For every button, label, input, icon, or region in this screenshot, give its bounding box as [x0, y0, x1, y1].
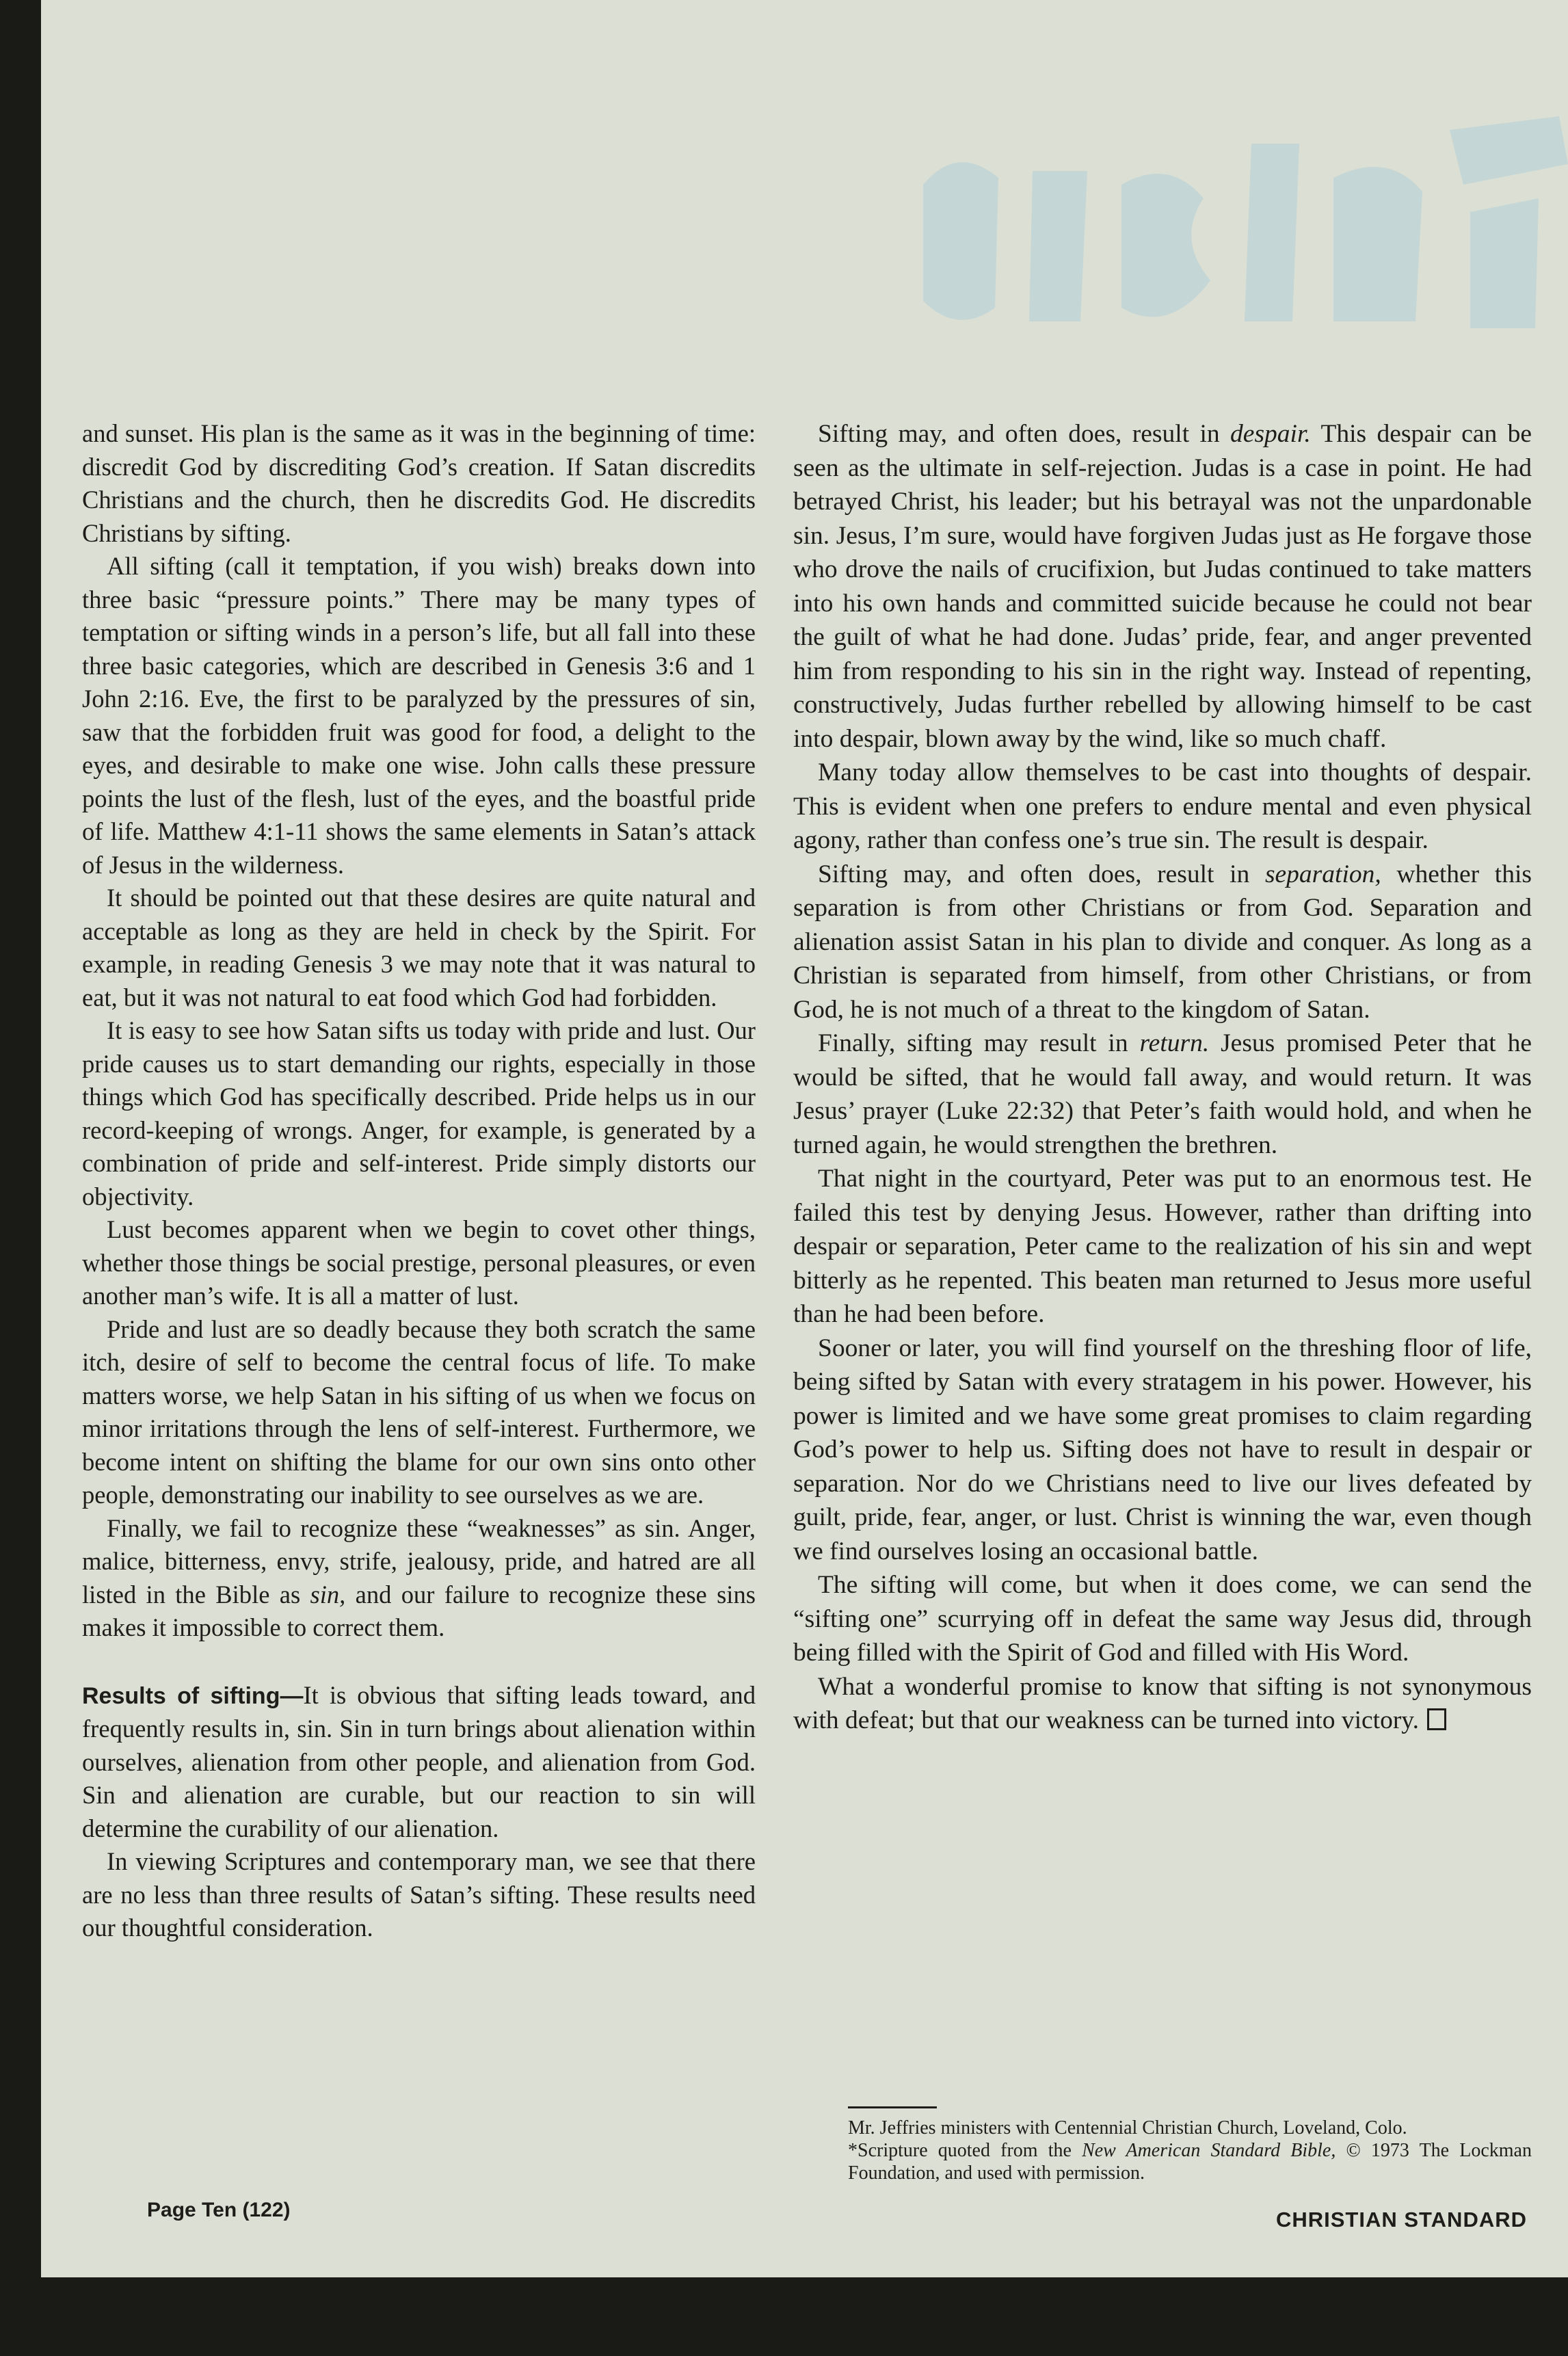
- text-run: What a wonderful promise to know that sifting is not synonymous with defeat; but that our weakness can be turned into victory.: [793, 1672, 1532, 1734]
- footnote-rule: [848, 2106, 937, 2108]
- text-run: This despair can be seen as the ultimate in self-rejection. Judas is a case in point. He had betrayed Christ, his leader; but his betrayal was not the unpardonable sin. Jesus, I’m sure, would have forgiven Judas just as He forgave those who drove the nails of crucifixion, but Judas continued to take matters into his own hands and committed suicide because he could not bear the guilt of what he had done. Judas’ pride, fear, and anger prevented him from responding to his sin in the right way. Instead of repenting, constructively, Judas further rebelled by allowing himself to be cast into despair, blown away by the wind, like so much chaff.: [793, 420, 1532, 753]
- paragraph: The sifting will come, but when it does come, we can send the “sifting one” scurrying off in defeat the same way Jesus did, through being filled with the Spirit of God and filled with His Word.: [793, 1571, 1532, 1667]
- italic-text: separation,: [1264, 860, 1381, 888]
- text-run: and our failure to recognize these sins makes it impossible to correct them.: [82, 1580, 756, 1641]
- publication-name: CHRISTIAN STANDARD: [1275, 2208, 1527, 2232]
- paragraph: That night in the courtyard, Peter was put to an enormous test. He failed this test by denying Jesus. However, rather than drifting into despair or separation, Peter came to the realization of his sin and wept bitterly as he repented. This beaten man returned to Jesus more useful than he had been before.: [793, 1165, 1532, 1328]
- article-column-left: [82, 417, 756, 1945]
- author-note: Mr. Jeffries ministers with Centennial Christian Church, Loveland, Colo.: [848, 2117, 1407, 2139]
- italic-text: New American Standard Bible,: [1082, 2140, 1336, 2161]
- paragraph: [82, 1512, 756, 1645]
- paragraph: [793, 417, 1532, 756]
- paragraph: [82, 1679, 756, 1846]
- paragraph: Many today allow themselves to be cast into thoughts of despair. This is evident when one prefers to endure mental and even physical agony, rather than confess one’s true sin. The result is despair.: [793, 758, 1532, 854]
- paragraph: It should be pointed out that these desires are quite natural and acceptable as long as they are held in check by the Spirit. For example, in reading Genesis 3 we may note that it was natural to eat, but it was not natural to eat food which God had forbidden.: [82, 884, 756, 1011]
- paragraph: It is easy to see how Satan sifts us today with pride and lust. Our pride causes us to start demanding our rights, especially in those things which God has specifically described. Pride helps us in our record-keeping of wrongs. Anger, for example, is generated by a combination of pride and self-interest. Pride simply distorts our objectivity.: [82, 1016, 756, 1210]
- section-subhead: Results of sifting—: [82, 1682, 304, 1709]
- paragraph: [793, 1670, 1532, 1738]
- paragraph: and sunset. His plan is the same as it was in the beginning of time: discredit God by discrediting God’s creation. If Satan discredits Christians and the church, then he discredits God. He discredits Christians by sifting.: [82, 419, 756, 547]
- footnote: [848, 2117, 1532, 2184]
- text-run: © 1973 The Lockman Foundation, and used with permission.: [848, 2140, 1532, 2184]
- paragraph: All sifting (call it temptation, if you wish) breaks down into three basic “pressure points.” There may be many types of temptation or sifting winds in a person’s life, but all fall into these three basic categories, which are described in Genesis 3:6 and 1 John 2:16. Eve, the first to be paralyzed by the pressures of sin, saw that the forbidden fruit was good for food, a delight to the eyes, and desirable to make one wise. John calls these pressure points the lust of the flesh, lust of the eyes, and the boastful pride of life. Matthew 4:1-11 shows the same elements in Satan’s attack of Jesus in the wilderness.: [82, 552, 756, 879]
- text-run: Sifting may, and often does, result in: [818, 860, 1265, 888]
- text-run: Sifting may, and often does, result in: [818, 420, 1231, 448]
- italic-text: despair.: [1230, 420, 1311, 448]
- text-run: *Scripture quoted from the: [848, 2140, 1082, 2161]
- end-of-article-mark: [1427, 1708, 1446, 1730]
- scripture-credit: [848, 2139, 1532, 2184]
- magazine-page: [41, 0, 1568, 2277]
- paragraph: Pride and lust are so deadly because they both scratch the same itch, desire of self to become the central focus of life. To make matters worse, we help Satan in his sifting of us when we focus on minor irritations through the lens of self-interest. Furthermore, we become intent on shifting the blame for our own sins onto other people, demonstrating our inability to see ourselves as we are.: [82, 1314, 756, 1509]
- paragraph: [793, 1027, 1532, 1162]
- text-run: whether this separation is from other Christians or from God. Separation and alienation assist Satan in his plan to divide and conquer. As long as a Christian is separated from himself, from other Christians, or from God, he is not much of a threat to the kingdom of Satan.: [793, 860, 1532, 1024]
- paragraph: Lust becomes apparent when we begin to covet other things, whether those things be social prestige, personal pleasures, or even another man’s wife. It is all a matter of lust.: [82, 1215, 756, 1310]
- italic-text: sin,: [310, 1580, 346, 1609]
- text-run: Finally, we fail to recognize these “weaknesses” as sin. Anger, malice, bitterness, envy, strife, jealousy, pride, and hatred are all listed in the Bible as: [82, 1513, 756, 1609]
- text-run: Jesus promised Peter that he would be sifted, that he would fall away, and would return. It was Jesus’ prayer (Luke 22:32) that Peter’s faith would hold, and when he turned again, he would strengthen the brethren.: [793, 1029, 1532, 1159]
- text-run: It is obvious that sifting leads toward, and frequently results in, sin. Sin in turn brings about alienation within ourselves, alienation from other people, and alienation from God. Sin and alienation are curable, but our reaction to sin will determine the curability of our alienation.: [82, 1680, 756, 1842]
- article-column-right: [793, 417, 1532, 1738]
- italic-text: return.: [1139, 1029, 1210, 1057]
- page-number: Page Ten (122): [147, 2199, 291, 2221]
- paragraph: [793, 858, 1532, 1027]
- paragraph: In viewing Scriptures and contemporary man, we see that there are no less than three results of Satan’s sifting. These results need our thoughtful consideration.: [82, 1847, 756, 1942]
- text-run: Finally, sifting may result in: [818, 1029, 1140, 1057]
- headline-art-fragment: [882, 103, 1568, 362]
- paragraph: Sooner or later, you will find yourself on the threshing floor of life, being sifted by Satan with every stratagem in his power. However, his power is limited and we have some great promises to claim regarding God’s power to help us. Sifting does not have to result in despair or separation. Nor do we Christians need to live our lives defeated by guilt, pride, fear, anger, or lust. Christ is winning the war, even though we find ourselves losing an occasional battle.: [793, 1334, 1532, 1565]
